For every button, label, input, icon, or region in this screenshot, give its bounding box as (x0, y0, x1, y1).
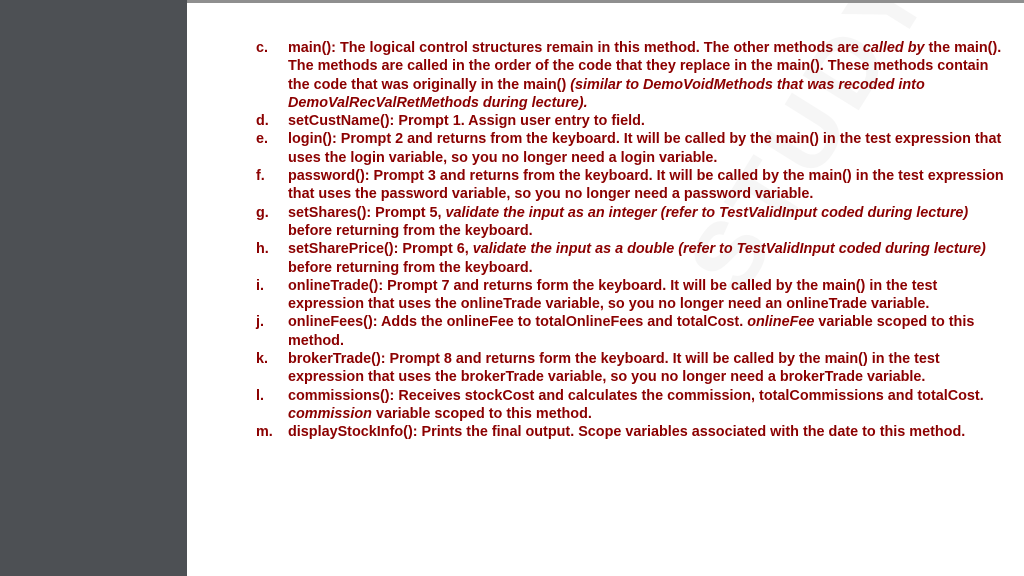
list-item-italic-text: validate the input as a double (refer to TestValidInput coded during lecture) (472, 241, 986, 258)
list-item (256, 423, 1006, 441)
list-item-text: setShares(): Prompt 5, (288, 204, 446, 221)
list-item (256, 313, 1006, 350)
list-item-italic-text: (similar to DemoVoidMethods that was recoded into DemoValRecValRetMethods during lecture). (288, 76, 925, 111)
list-item (256, 204, 1006, 241)
list-item (256, 277, 1006, 314)
list-item-marker: j. (256, 314, 264, 331)
list-item-text: setSharePrice(): Prompt 6, (288, 241, 473, 258)
list-item-marker: i. (256, 277, 264, 294)
list-item-marker: e. (256, 131, 269, 148)
list-item-italic-text: commission (288, 405, 372, 422)
list-item-marker: k. (256, 351, 269, 368)
list-item-italic-text: onlineFee (747, 314, 815, 331)
list-item-marker: l. (256, 387, 264, 404)
list-item-text: variable scoped to this method. (288, 314, 975, 349)
list-item-text: login(): Prompt 2 and returns from the keyboard. It will be called by the main() in the test expression that uses the login variable, so you no longer need a login variable. (288, 131, 1002, 166)
list-item-text: before returning from the keyboard. (288, 259, 533, 276)
list-item-text: commissions(): Receives stockCost and calculates the commission, totalCommissions and totalCost. (288, 387, 984, 404)
list-item (256, 39, 1006, 112)
list-item (256, 387, 1006, 424)
document-page (187, 3, 1024, 576)
list-item-italic-text: called by (862, 40, 925, 56)
list-item-marker: f. (256, 168, 265, 185)
list-item-marker: g. (256, 204, 269, 221)
left-gray-panel (0, 0, 187, 576)
list-item-text: variable scoped to this method. (371, 405, 592, 422)
list-item-text: displayStockInfo(): Prints the final output. Scope variables associated with the date to this method. (288, 424, 966, 441)
list-item-marker: h. (256, 241, 269, 258)
list-item-marker: c. (256, 40, 269, 56)
list-item (256, 240, 1006, 277)
list-item-text: brokerTrade(): Prompt 8 and returns form the keyboard. It will be called by the main() in the test expression that uses the brokerTrade variable, so you no longer need a brokerTrade variable. (288, 351, 940, 386)
list-item-text: password(): Prompt 3 and returns from the keyboard. It will be called by the main() in the test expression that uses the password variable, so you no longer need a password variable. (288, 168, 1004, 203)
list-item (256, 112, 1006, 130)
list-item-text: main(): The logical control structures remain in this method. The other methods are (288, 40, 863, 56)
list-item-text: the main(). The methods are called in the order of the code that they replace in the main(). These methods contain the code that was originally in the main() (288, 40, 1002, 93)
list-item-italic-text: validate the input as an integer (refer to TestValidInput coded during lecture) (445, 204, 969, 221)
list-item-text: before returning from the keyboard. (288, 222, 533, 239)
list-item (256, 167, 1006, 204)
list-item-text: setCustName(): Prompt 1. Assign user entry to field. (288, 113, 645, 130)
requirements-list (256, 39, 1006, 442)
list-item-text: onlineTrade(): Prompt 7 and returns form the keyboard. It will be called by the main() in the test expression that uses the onlineTrade variable, so you no longer need an onlineTrade variable. (288, 277, 938, 313)
list-item-text: onlineFees(): Adds the onlineFee to totalOnlineFees and totalCost. (288, 314, 748, 331)
list-item-marker: m. (256, 424, 273, 441)
list-item (256, 350, 1006, 387)
list-item (256, 130, 1006, 167)
list-item-marker: d. (256, 113, 269, 130)
